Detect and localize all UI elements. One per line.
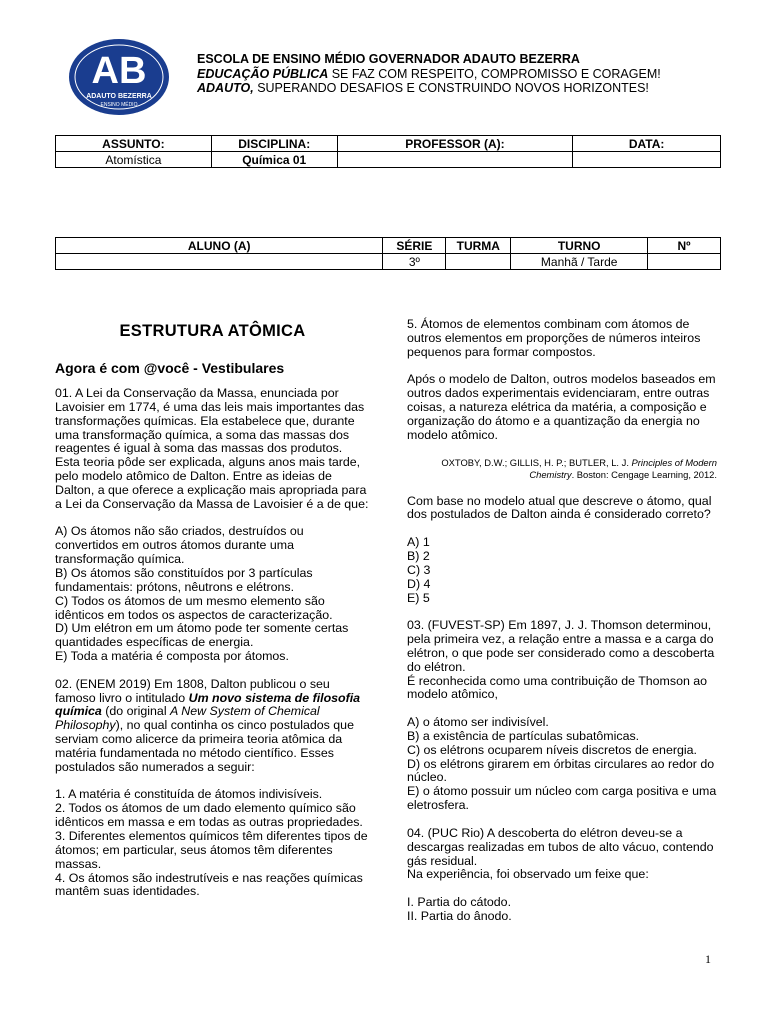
q2-part3: ), no qual continha os cinco postulados que serviam como alicerce da primeira teoria atômica da matéria fundamentada no método científico. Esses postulados são numerados a seguir: bbox=[55, 718, 354, 774]
q3-question: É reconhecida como uma contribuição de Thomson ao modelo atômico, bbox=[407, 673, 708, 702]
header-numero: Nº bbox=[648, 238, 721, 254]
motto-line-2 bbox=[197, 81, 697, 96]
ref-authors: OXTOBY, D.W.; GILLIS, H. P.; BUTLER, L. J. bbox=[441, 456, 632, 468]
q2-option-c: C) 3 bbox=[407, 562, 431, 577]
q4-item-2: II. Partia do ânodo. bbox=[407, 908, 512, 923]
section-subtitle: Agora é com @você - Vestibulares bbox=[55, 360, 285, 376]
q3-option-d: D) os elétrons girarem em órbitas circulares ao redor do núcleo. bbox=[407, 756, 715, 785]
header-turma: TURMA bbox=[446, 238, 511, 254]
q2-after-text: Após o modelo de Dalton, outros modelos baseados em outros dados experimentais evidenciaram, entre outras coisas, a natureza elétrica da matéria, a composição e organização do átomo e a quantização da energia no modelo atômico. bbox=[407, 372, 716, 442]
value-disciplina: Química 01 bbox=[211, 152, 337, 168]
header-turno: TURNO bbox=[511, 238, 648, 254]
motto-line-1 bbox=[197, 67, 697, 82]
motto2-bold: ADAUTO, bbox=[197, 81, 254, 95]
q1-option-e: E) Toda a matéria é composta por átomos. bbox=[55, 649, 289, 664]
q1-option-d: D) Um elétron em um átomo pode ter somente certas quantidades específicas de energia. bbox=[55, 621, 349, 650]
q4-item-1: I. Partia do cátodo. bbox=[407, 895, 512, 910]
value-assunto: Atomística bbox=[56, 152, 212, 168]
ref-rest: . Boston: Cengage Learning, 2012. bbox=[571, 468, 717, 480]
header-professor: PROFESSOR (A): bbox=[337, 136, 573, 152]
postulate-3: 3. Diferentes elementos químicos têm diferentes tipos de átomos; em particular, seus átomos têm diferentes massas. bbox=[55, 829, 368, 871]
value-turno: Manhã / Tarde bbox=[511, 254, 648, 270]
reference bbox=[407, 457, 717, 481]
motto2-rest: SUPERANDO DESAFIOS E CONSTRUINDO NOVOS HORIZONTES! bbox=[253, 81, 649, 95]
question-3-text: 03. (FUVEST-SP) Em 1897, J. J. Thomson determinou, pela primeira vez, a relação entre a massa e a carga do elétron, o que pode ser considerado como a descoberta do elétron. bbox=[407, 618, 715, 674]
question-1-text: 01. A Lei da Conservação da Massa, enunciada por Lavoisier em 1774, é uma das leis mais importantes das transformações químicas. Ela estabelece que, durante uma transformação química, a soma das massas dos reagentes é igual à soma das massas dos produtos. Esta teoria pôde ser explicada, alguns anos mais tarde, pelo modelo atômico de Dalton. Entre as ideias de Dalton, a que oferece a explicação mais apropriada para a Lei da Conservação da Massa de Lavoisier é a de que: bbox=[55, 386, 369, 511]
question-2-text bbox=[55, 678, 370, 775]
value-professor[interactable] bbox=[337, 152, 573, 168]
q2-original-title: A New System of Chemical Philosophy bbox=[55, 704, 320, 733]
q1-option-a: A) Os átomos não são criados, destruídos ou convertidos em outros átomos durante uma transformação química. bbox=[55, 524, 304, 567]
school-name: ESCOLA DE ENSINO MÉDIO GOVERNADOR ADAUTO BEZERRA bbox=[197, 52, 580, 66]
logo-line2: ENSINO MÉDIO bbox=[100, 102, 138, 108]
logo-letters: AB bbox=[91, 50, 147, 92]
q1-option-c: C) Todos os átomos de um mesmo elemento são idênticos em todos os aspectos de caracterização. bbox=[55, 593, 333, 622]
header-aluno: ALUNO (A) bbox=[56, 238, 383, 254]
q2-book-title: Um novo sistema de filosofia química bbox=[55, 690, 361, 719]
q2-part2: (do original bbox=[101, 704, 171, 719]
page-title: ESTRUTURA ATÔMICA bbox=[119, 322, 306, 340]
postulate-2: 2. Todos os átomos de um dado elemento químico são idênticos em massa e em todas as outras propriedades. bbox=[55, 801, 363, 830]
q2-question: Com base no modelo atual que descreve o átomo, qual dos postulados de Dalton ainda é considerado correto? bbox=[407, 493, 712, 522]
value-data[interactable] bbox=[573, 152, 721, 168]
q1-option-b: B) Os átomos são constituídos por 3 partículas fundamentais: prótons, nêutrons e elétrons. bbox=[55, 565, 313, 594]
q3-option-e: E) o átomo possuir um núcleo com carga positiva e uma eletrosfera. bbox=[407, 784, 717, 813]
value-turma[interactable] bbox=[446, 254, 511, 270]
q3-option-c: C) os elétrons ocuparem níveis discretos de energia. bbox=[407, 742, 697, 757]
postulate-4: 4. Os átomos são indestrutíveis e nas reações químicas mantêm suas identidades. bbox=[55, 870, 363, 899]
q2-option-b: B) 2 bbox=[407, 548, 430, 563]
q4-line2: Na experiência, foi observado um feixe que: bbox=[407, 867, 649, 882]
postulate-5: 5. Átomos de elementos combinam com átomos de outros elementos em proporções de números inteiros pequenos para formar compostos. bbox=[407, 317, 701, 359]
header-disciplina: DISCIPLINA: bbox=[211, 136, 337, 152]
q2-option-a: A) 1 bbox=[407, 535, 430, 550]
value-serie: 3º bbox=[383, 254, 446, 270]
school-logo bbox=[68, 38, 170, 116]
page-number: 1 bbox=[705, 952, 711, 966]
value-numero[interactable] bbox=[648, 254, 721, 270]
q2-option-d: D) 4 bbox=[407, 576, 431, 591]
q2-part1: 02. (ENEM 2019) Em 1808, Dalton publicou o seu famoso livro o intitulado bbox=[55, 676, 330, 705]
q3-option-b: B) a existência de partículas subatômicas. bbox=[407, 728, 640, 743]
header-serie: SÉRIE bbox=[383, 238, 446, 254]
question-4-text: 04. (PUC Rio) A descoberta do elétron deveu-se a descargas realizadas em tubos de alto vácuo, contendo gás residual. bbox=[407, 825, 714, 868]
logo-line1: ADAUTO BEZERRA bbox=[86, 93, 152, 100]
motto1-rest: SE FAZ COM RESPEITO, COMPROMISSO E CORAGEM! bbox=[328, 66, 661, 81]
q2-option-e: E) 5 bbox=[407, 590, 430, 605]
q3-option-a: A) o átomo ser indivisível. bbox=[407, 715, 549, 730]
header-assunto: ASSUNTO: bbox=[56, 136, 212, 152]
postulate-1: 1. A matéria é constituída de átomos indivisíveis. bbox=[55, 787, 323, 802]
school-header bbox=[197, 52, 697, 96]
left-column bbox=[55, 318, 370, 899]
header-data: DATA: bbox=[573, 136, 721, 152]
subject-table bbox=[55, 135, 721, 168]
value-aluno[interactable] bbox=[56, 254, 383, 270]
student-table bbox=[55, 237, 721, 270]
right-column bbox=[407, 318, 717, 924]
ref-title: Principles of Modern Chemistry bbox=[529, 456, 717, 480]
motto1-bold: EDUCAÇÃO PÚBLICA bbox=[197, 66, 329, 81]
